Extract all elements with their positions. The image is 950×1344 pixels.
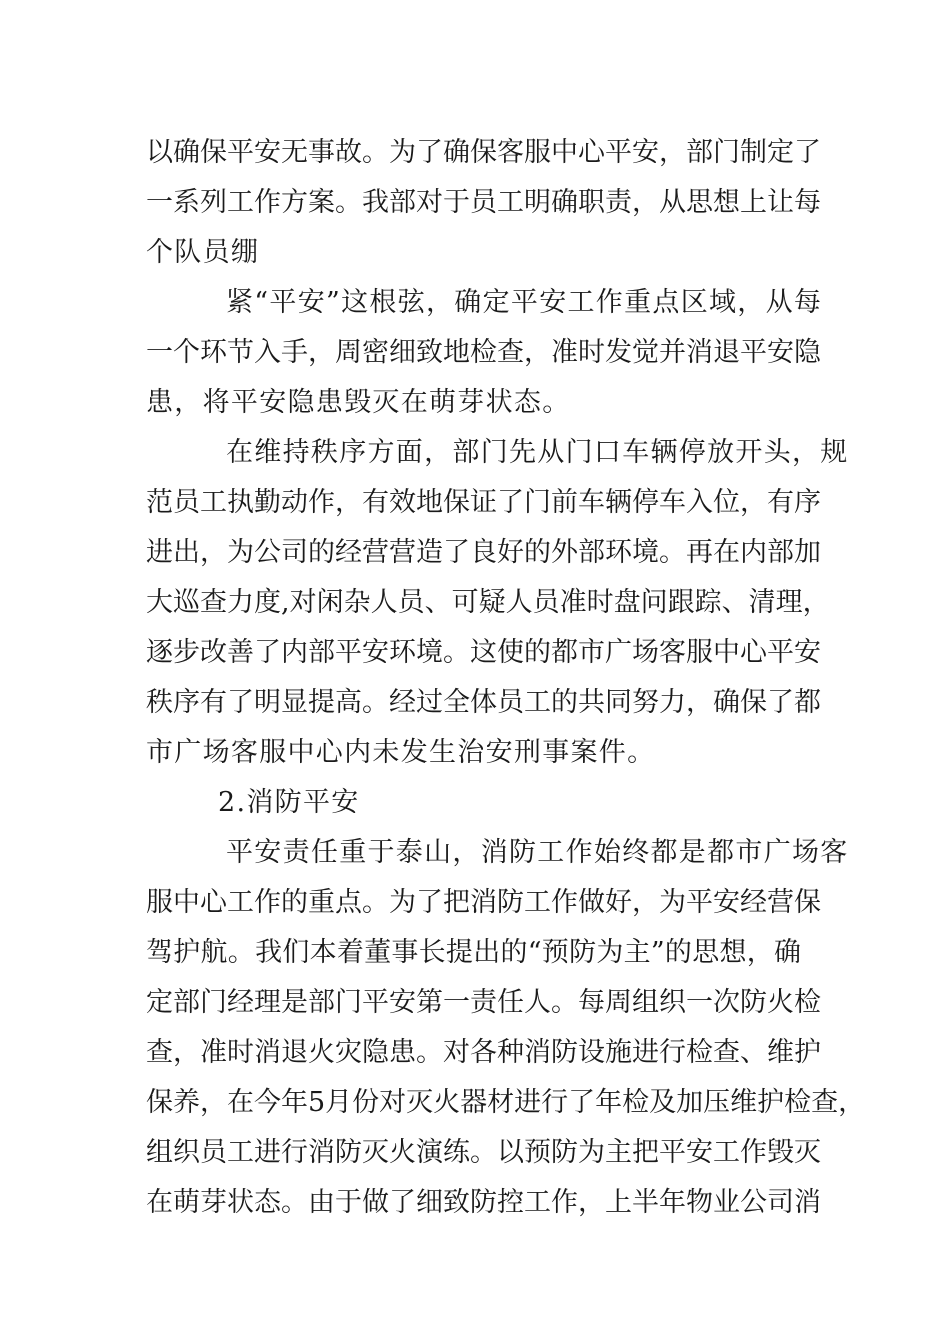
paragraph-line: 组织员工进行消防灭火演练。以预防为主把平安工作毁灭 xyxy=(146,1137,821,1168)
paragraph-line: 逐步改善了内部平安环境。这使的都市广场客服中心平安 xyxy=(146,637,821,668)
paragraph-line: 秩序有了明显提高。经过全体员工的共同努力，确保了都 xyxy=(146,687,821,718)
paragraph-line: 驾护航。我们本着董事长提出的“预防为主”的思想，确 xyxy=(146,937,801,968)
paragraph-line: 服中心工作的重点。为了把消防工作做好，为平安经营保 xyxy=(146,887,821,918)
paragraph-line: 患，将平安隐患毁灭在萌芽状态。 xyxy=(146,387,571,418)
paragraph-line: 定部门经理是部门平安第一责任人。每周组织一次防火检 xyxy=(146,987,821,1018)
paragraph-line: 保养，在今年5月份对灭火器材进行了年检及加压维护检查， xyxy=(146,1087,866,1118)
paragraph-first-line: 平安责任重于泰山，消防工作始终都是都市广场客 xyxy=(226,837,849,868)
paragraph-line: 市广场客服中心内未发生治安刑事案件。 xyxy=(146,737,656,768)
paragraph-first-line: 紧“平安”这根弦，确定平安工作重点区域，从每 xyxy=(226,287,823,318)
paragraph-line: 范员工执勤动作，有效地保证了门前车辆停车入位，有序 xyxy=(146,487,821,518)
section-heading: 2.消防平安 xyxy=(218,787,360,818)
paragraph-line: 个队员绷 xyxy=(146,237,260,268)
paragraph-line: 查，准时消退火灾隐患。对各种消防设施进行检查、维护 xyxy=(146,1037,821,1068)
paragraph-line: 一个环节入手，周密细致地检查，准时发觉并消退平安隐 xyxy=(146,337,821,368)
paragraph-line: 一系列工作方案。我部对于员工明确职责，从思想上让每 xyxy=(146,187,821,218)
paragraph-line: 在萌芽状态。由于做了细致防控工作，上半年物业公司消 xyxy=(146,1187,821,1218)
paragraph-first-line: 在维持秩序方面，部门先从门口车辆停放开头，规 xyxy=(226,437,849,468)
paragraph-line: 进出，为公司的经营营造了良好的外部环境。再在内部加 xyxy=(146,537,821,568)
paragraph-line: 以确保平安无事故。为了确保客服中心平安，部门制定了 xyxy=(146,137,821,168)
paragraph-line: 大巡查力度,对闲杂人员、可疑人员准时盘问跟踪、清理， xyxy=(146,587,830,618)
